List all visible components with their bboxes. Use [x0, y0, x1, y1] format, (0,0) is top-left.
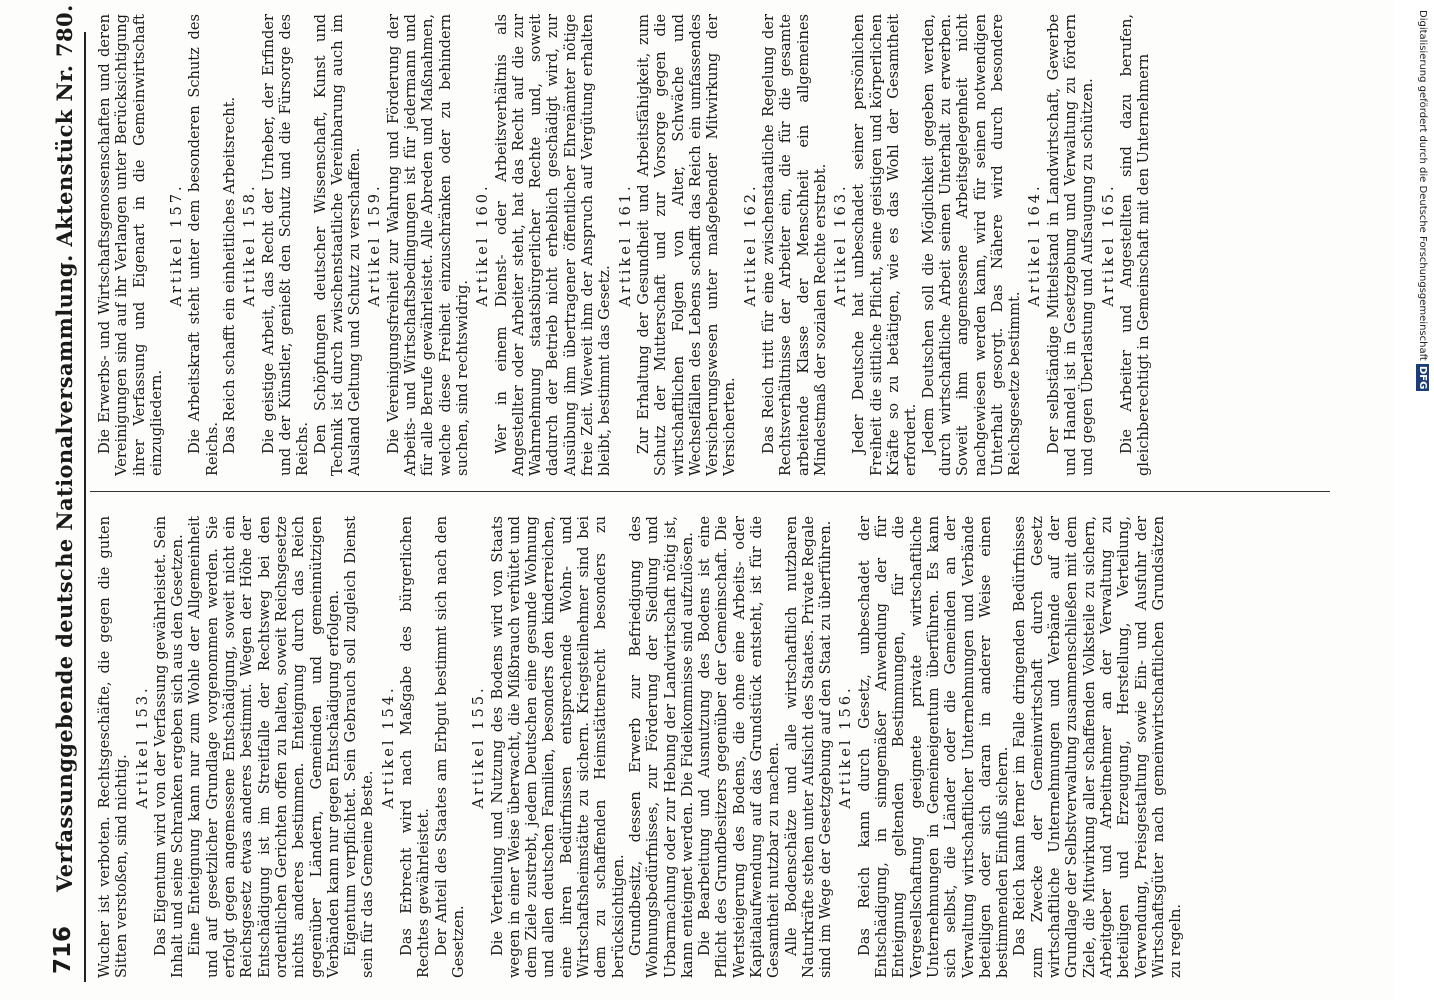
- article-heading: Artikel 154.: [379, 685, 397, 809]
- article-heading: Artikel 160.: [474, 183, 492, 307]
- paragraph: Grundbesitz, dessen Erwerb zur Befriedigung des Wohnungsbedürfnisses, zur Förderung der Siedlung und Urbarmachung oder zur Hebung der Landwirtschaft nötig ist, kann enteignet werden. Die Fideikommisse sind aufzulösen.: [626, 516, 696, 978]
- article-heading: Artikel 165.: [1099, 183, 1117, 307]
- digitization-stamp: [1398, 0, 1434, 1000]
- article-heading: Artikel 153.: [133, 685, 151, 809]
- paragraph: Eine Enteignung kann nur zum Wohle der Allgemeinheit und auf gesetzlicher Grundlage vorgenommen werden. Sie erfolgt gegen angemessene Entschädigung, soweit nicht ein Reichsgesetz etwas anderes bestimmt. Wegen der Höhe der Entschädigung ist im Streitfalle der Rechtsweg bei den ordentlichen Gerichten offen zu halten, soweit Reichsgesetze nichts anderes bestimmen. Enteignung durch das Reich gegenüber Ländern, Gemeinden und gemeinnützigen Verbänden kann nur gegen Entschädigung erfolgen.: [186, 516, 342, 978]
- article-heading: Artikel 155.: [470, 685, 488, 809]
- paragraph: Die Verteilung und Nutzung des Bodens wird von Staats wegen in einer Weise überwacht, die Mißbrauch verhütet und dem Ziele zustrebt, jedem Deutschen eine gesunde Wohnung und allen deutschen Familien, besonders den kinderreichen, eine ihren Bedürfnissen entsprechende Wohn- und Wirtschaftsheimstätte zu sichern. Kriegsteilnehmer sind bei dem zu schaffenden Heimstättenrecht besonders zu berücksichtigen.: [488, 516, 627, 978]
- article-heading: Artikel 156.: [837, 685, 855, 809]
- stamp-text-wrap: [1416, 10, 1429, 391]
- right-column: [96, 14, 1153, 476]
- article-heading: Artikel 164.: [1026, 183, 1044, 307]
- paragraph: Das Reich schafft ein einheitliches Arbeitsrecht.: [221, 96, 239, 454]
- paragraph: Den Schöpfungen deutscher Wissenschaft, Kunst und Technik ist durch zwischenstaatliche Vereinbarung auch im Ausland Geltung und Schutz zu verschaffen.: [311, 14, 364, 476]
- paragraph: Zur Erhaltung der Gesundheit und Arbeitsfähigkeit, zum Schutz der Mutterschaft und zur Vorsorge gegen die wirtschaftlichen Folgen von Alter, Schwäche und Wechselfällen des Lebens schafft das Reich ein umfassendes Versicherungswesen unter maßgebender Mitwirkung der Versicherten.: [634, 14, 739, 476]
- paragraph: Das Erbrecht wird nach Maßgabe des bürgerlichen Rechtes gewährleistet.: [398, 516, 433, 978]
- article-heading: Artikel 163.: [832, 183, 850, 307]
- article-heading: Artikel 157.: [168, 183, 186, 307]
- paragraph: Jeder Deutsche hat unbeschadet seiner persönlichen Freiheit die sittliche Pflicht, seine geistigen und körperlichen Kräfte so zu betätigen, wie es das Wohl der Gesamtheit erfordert.: [850, 14, 920, 476]
- left-column: [96, 516, 1184, 978]
- paragraph: Wer in einem Dienst- oder Arbeitsverhältnis als Angestellter oder Arbeiter steht, hat das Recht auf die zur Wahrnehmung staatsbürgerlicher Rechte und, soweit dadurch der Betrieb nicht erheblich geschädigt wird, zur Ausübung ihm übertragener öffentlicher Ehrenämter nötige freie Zeit. Wieweit ihm der Anspruch auf Vergütung erhalten bleibt, bestimmt das Gesetz.: [492, 14, 614, 476]
- paragraph: Die geistige Arbeit, das Recht der Urheber, der Erfinder und der Künstler, genießt den Schutz und die Fürsorge des Reichs.: [259, 14, 312, 476]
- paragraph: Die Vereinigungsfreiheit zur Wahrung und Förderung der Arbeits- und Wirtschaftsbedingungen ist für jedermann und für alle Berufe gewährleistet. Alle Abreden und Maßnahmen, welche diese Freiheit einzuschränken oder zu behindern suchen, sind rechtswidrig.: [384, 14, 471, 476]
- page-number: 716: [50, 925, 76, 974]
- paragraph: Der Anteil des Staates am Erbgut bestimmt sich nach den Gesetzen.: [432, 516, 467, 978]
- paragraph: Wucher ist verboten. Rechtsgeschäfte, die gegen die guten Sitten verstoßen, sind nichtig.: [96, 516, 131, 978]
- article-heading: Artikel 159.: [366, 183, 384, 307]
- page-header: [48, 4, 86, 982]
- dfg-badge: DFG: [1417, 366, 1428, 390]
- paragraph: Jedem Deutschen soll die Möglichkeit gegeben werden, durch wirtschaftliche Arbeit seinen Unterhalt zu erwerben. Soweit ihm angemessene Arbeitsgelegenheit nicht nachgewiesen werden kann, wird für seinen notwendigen Unterhalt gesorgt. Das Nähere wird durch besondere Reichsgesetze bestimmt.: [919, 14, 1024, 476]
- stamp-text: Digitalisierung gefördert durch die Deutsche Forschungsgemeinschaft: [1417, 10, 1428, 361]
- paragraph: Das Reich tritt für eine zwischenstaatliche Regelung der Rechtsverhältnisse der Arbeiter ein, die für die gesamte arbeitende Klasse der Menschheit ein allgemeines Mindestmaß der sozialen Rechte erstrebt.: [759, 14, 829, 476]
- paragraph: Die Arbeitskraft steht unter dem besonderen Schutz des Reichs.: [186, 14, 221, 476]
- paragraph: Das Reich kann ferner im Falle dringenden Bedürfnisses zum Zwecke der Gemeinwirtschaft durch Gesetz wirtschaftliche Unternehmungen und Verbände auf der Grundlage der Selbstverwaltung zusammenschließen mit dem Ziele, die Mitwirkung aller schaffenden Volksteile zu sichern, Arbeitgeber und Arbeitnehmer an der Verwaltung zu beteiligen und Erzeugung, Herstellung, Verteilung, Verwendung, Preisgestaltung sowie Ein- und Ausfuhr der Wirtschaftsgüter nach gemeinwirtschaftlichen Grundsätzen zu regeln.: [1011, 516, 1185, 978]
- article-heading: Artikel 158.: [241, 183, 259, 307]
- paragraph: Alle Bodenschätze und alle wirtschaftlich nutzbaren Naturkräfte stehen unter Aufsicht des Staates. Private Regale sind im Wege der Gesetzgebung auf den Staat zu überführen.: [782, 516, 835, 978]
- article-heading: Artikel 162.: [741, 183, 759, 307]
- column-divider: [90, 491, 1330, 492]
- paragraph: Das Eigentum wird von der Verfassung gewährleistet. Sein Inhalt und seine Schranken ergeben sich aus den Gesetzen.: [151, 516, 187, 978]
- paragraph: Eigentum verpflichtet. Sein Gebrauch soll zugleich Dienst sein für das Gemeine Beste.: [342, 516, 377, 978]
- paragraph: Die Bearbeitung und Ausnutzung des Bodens ist eine Pflicht des Grundbesitzers gegenüber der Gemeinschaft. Die Wertsteigerung des Bodens, die ohne eine Arbeits- oder Kapitalaufwendung auf das Grundstück entsteht, ist für die Gesamtheit nutzbar zu machen.: [696, 516, 783, 978]
- running-title: Verfassunggebende deutsche Nationalversammlung. Aktenstück Nr. 780.: [52, 4, 77, 892]
- paragraph: Die Erwerbs- und Wirtschaftsgenossenschaften und deren Vereinigungen sind auf ihr Verlangen unter Berücksichtigung ihrer Verfassung und Eigenart in die Gemeinwirtschaft einzugliedern.: [96, 14, 165, 476]
- paragraph: Die Arbeiter und Angestellten sind dazu berufen, gleichberechtigt in Gemeinschaft mit den Unternehmern: [1117, 14, 1153, 476]
- paragraph: Das Reich kann durch Gesetz, unbeschadet der Entschädigung, in sinngemäßer Anwendung der für Enteignung geltenden Bestimmungen, für die Vergesellschaftung geeignete private wirtschaftliche Unternehmungen in Gemeineigentum überführen. Es kann sich selbst, die Länder oder die Gemeinden an der Verwaltung wirtschaftlicher Unternehmungen und Verbände beteiligen oder sich daran in anderer Weise einen bestimmenden Einfluß sichern.: [855, 516, 1012, 978]
- paragraph: Der selbständige Mittelstand in Landwirtschaft, Gewerbe und Handel ist in Gesetzgebung und Verwaltung zu fördern und gegen Überlastung und Aufsaugung zu schützen.: [1044, 14, 1097, 476]
- article-heading: Artikel 161.: [616, 183, 634, 307]
